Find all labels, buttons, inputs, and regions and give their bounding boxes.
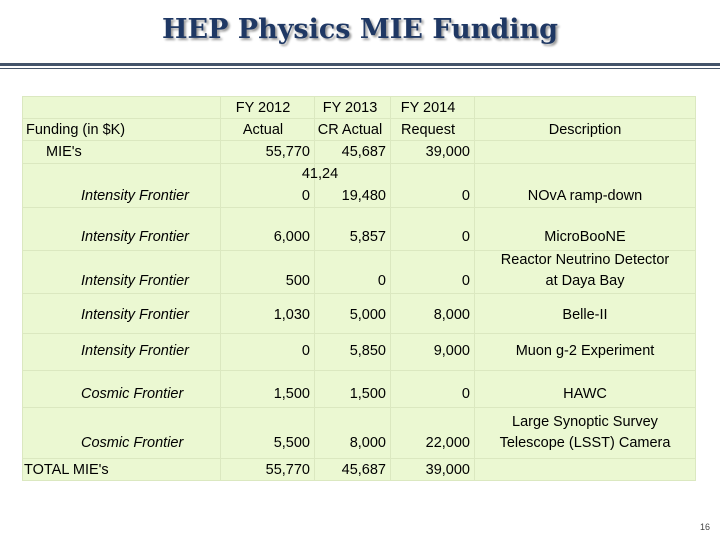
row-description: NOvA ramp-down [527,188,643,204]
row-category: Intensity Frontier [81,229,189,245]
row-fy2013: 5,850 [349,343,386,359]
row-fy2014: 0 [461,273,470,289]
row-description-line2: at Daya Bay [545,273,625,289]
row-fy2012: 5,500 [273,435,310,451]
row-description-line1: Reactor Neutrino Detector [500,252,670,268]
fy2014-header: FY 2014 [400,100,456,116]
funding-label: Funding (in $K) [26,122,126,138]
row-fy2013: 8,000 [349,435,386,451]
row-category: Intensity Frontier [81,343,189,359]
page-title: HEP Physics MIE Funding [161,14,558,45]
page-number: 16 [699,522,710,532]
row-fy2013: 19,480 [341,188,386,204]
row-fy2014: 22,000 [425,435,470,451]
row-fy2014: 0 [461,229,470,245]
fy2013-total-header: 45,687 [341,144,386,160]
total-fy2012: 55,770 [265,462,310,478]
row-category: Intensity Frontier [81,307,189,323]
row-fy2014: 0 [461,386,470,402]
total-fy2013: 45,687 [341,462,386,478]
total-label: TOTAL MIE's [24,462,109,478]
row-fy2012: 500 [285,273,310,289]
fy2012-subheader: Actual [242,122,284,138]
row-category: Cosmic Frontier [81,435,184,451]
fy2013-header: FY 2013 [322,100,378,116]
description-header: Description [548,122,622,138]
row-description: Belle-II [562,307,608,323]
title-divider-thin [0,68,720,69]
mies-label: MIE's [46,144,82,160]
row-fy2014: 9,000 [433,343,470,359]
fy2014-total-header: 39,000 [425,144,470,160]
row-description: MicroBooNE [544,229,626,245]
row-fy2012: 6,000 [273,229,310,245]
fy2012-header: FY 2012 [235,100,291,116]
row-fy2013: 0 [377,273,386,289]
row-fy2013: 5,857 [349,229,386,245]
fy2013-subheader: CR Actual [317,122,383,138]
row-description-line2: Telescope (LSST) Camera [499,435,671,451]
row-category: Intensity Frontier [81,188,189,204]
row-fy2012: 1,030 [273,307,310,323]
row-fy2013: 5,000 [349,307,386,323]
row-description: HAWC [563,386,607,402]
row-fy2014: 0 [461,188,470,204]
row-category: Intensity Frontier [81,273,189,289]
row-description-line1: Large Synoptic Survey [512,414,658,430]
row-category: Cosmic Frontier [81,386,184,402]
row-fy2012: 0 [301,188,310,204]
row-fy2013-overflow: 41,24 [301,166,339,182]
total-fy2014: 39,000 [425,462,470,478]
row-description: Muon g-2 Experiment [515,343,655,359]
title-divider [0,63,720,66]
row-fy2012: 1,500 [273,386,310,402]
row-fy2012: 0 [301,343,310,359]
row-fy2013: 1,500 [349,386,386,402]
row-fy2014: 8,000 [433,307,470,323]
fy2014-subheader: Request [400,122,455,138]
fy2012-total-header: 55,770 [265,144,310,160]
